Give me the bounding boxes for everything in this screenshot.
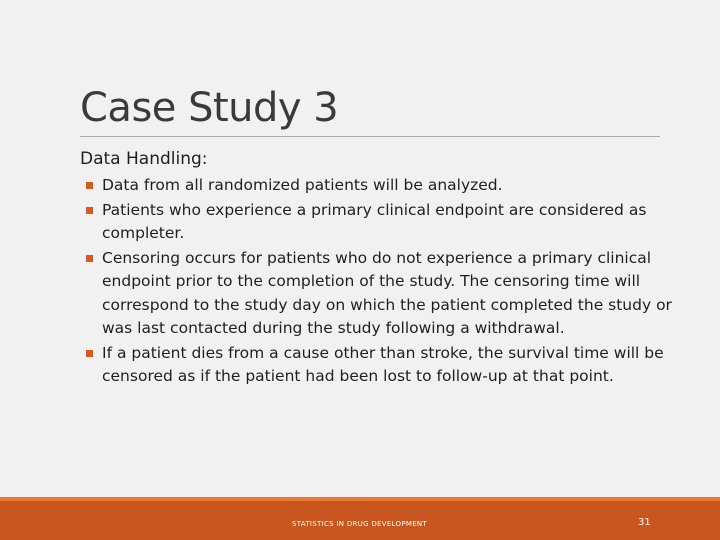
square-bullet-icon xyxy=(86,207,93,214)
footer-text: STATISTICS IN DRUG DEVELOPMENT xyxy=(292,520,428,528)
section-heading: Data Handling: xyxy=(80,149,208,169)
bullet-item xyxy=(86,199,682,246)
square-bullet-icon xyxy=(86,255,93,262)
bullet-item xyxy=(86,247,682,341)
square-bullet-icon xyxy=(86,350,93,357)
bullet-item xyxy=(86,174,682,198)
square-bullet-icon xyxy=(86,182,93,189)
title-divider xyxy=(80,136,660,137)
footer-bar xyxy=(0,497,720,540)
bullet-text: If a patient dies from a cause other than stroke, the survival time will be censored as if the patient had been lost to follow-up at that point. xyxy=(102,343,664,385)
bullet-text: Censoring occurs for patients who do not experience a primary clinical endpoint prior to the completion of the study. The censoring time will correspond to the study day on which the patient completed the study or was last contacted during the study following a withdrawal. xyxy=(102,248,672,337)
page-number: 31 xyxy=(638,517,651,528)
bullet-text: Data from all randomized patients will be analyzed. xyxy=(102,176,503,194)
slide-title: Case Study 3 xyxy=(80,85,339,131)
bullet-list xyxy=(80,174,680,389)
slide-content xyxy=(80,148,680,390)
bullet-text: Patients who experience a primary clinical endpoint are considered as completer. xyxy=(102,200,647,242)
footer-accent-line xyxy=(0,497,720,501)
bullet-item xyxy=(86,342,682,389)
